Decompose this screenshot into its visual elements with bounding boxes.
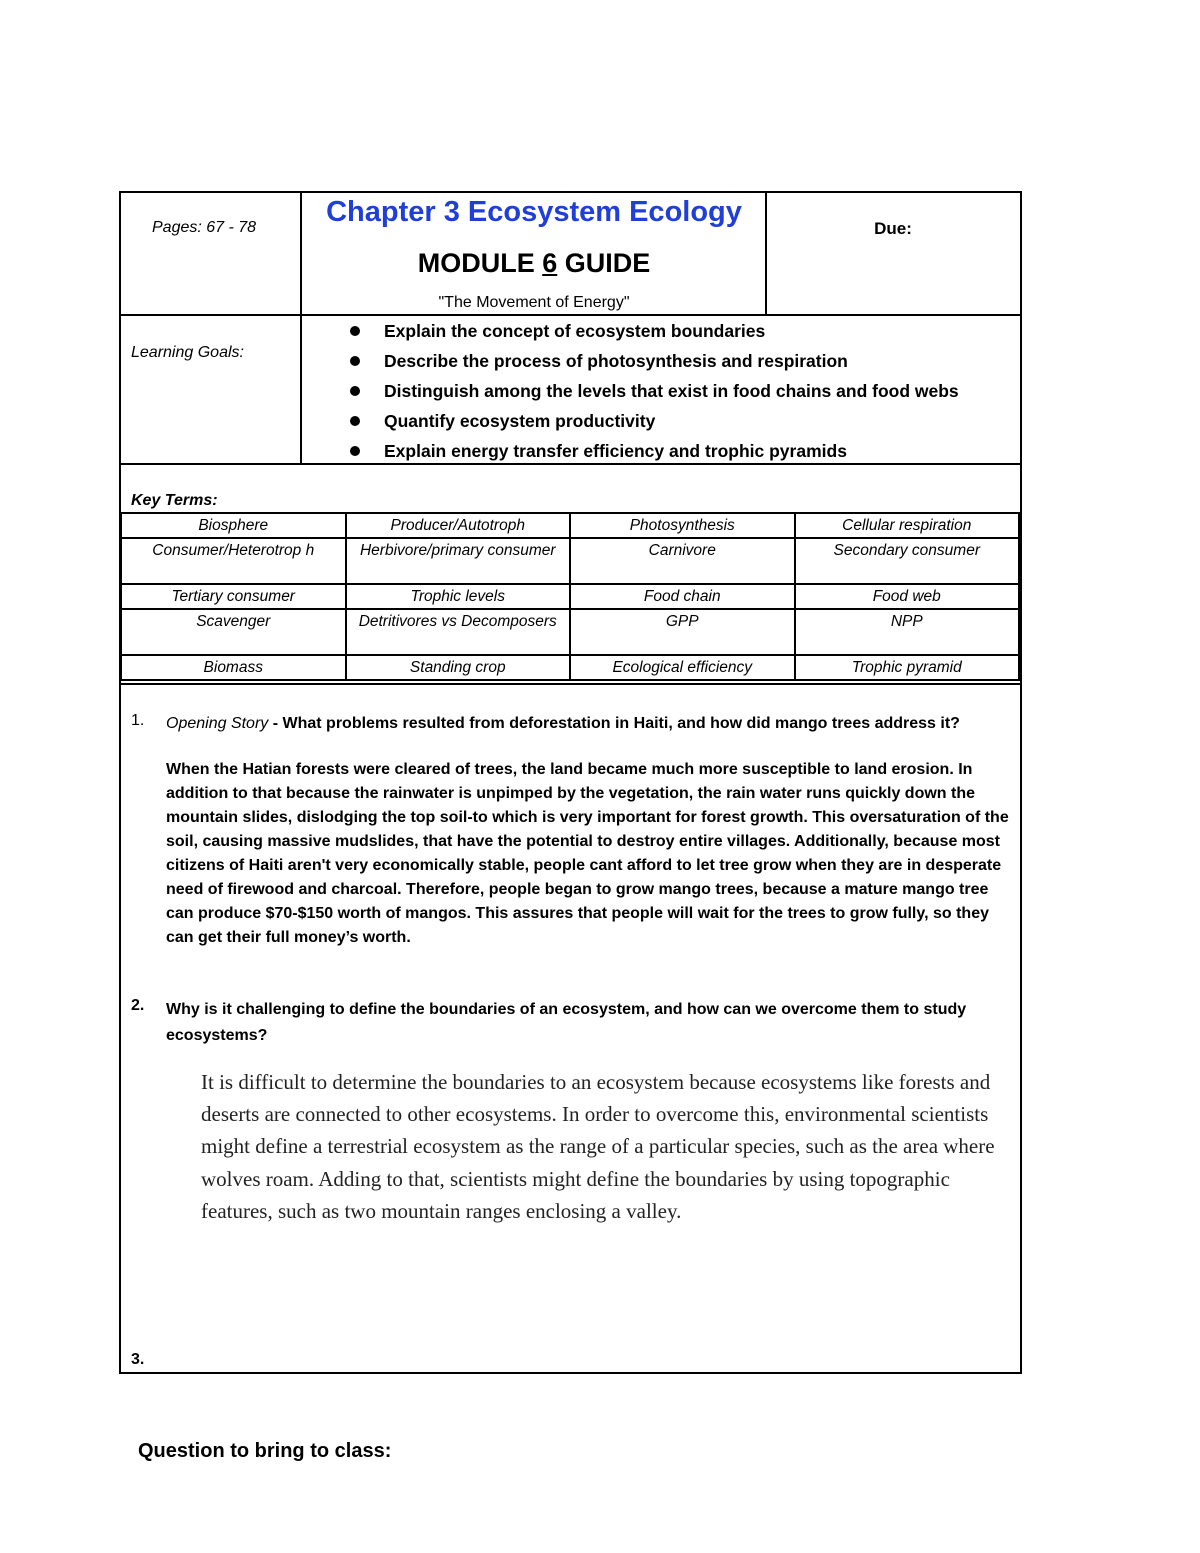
table-row: [121, 584, 1019, 609]
learning-goal-text: Explain energy transfer efficiency and trophic pyramids: [384, 441, 847, 461]
learning-goal-text: Explain the concept of ecosystem boundaries: [384, 321, 766, 341]
question-1-number: 1.: [131, 712, 145, 729]
key-terms-table: [120, 512, 1020, 681]
pages-range: Pages: 67 - 78: [152, 219, 257, 236]
term-cell: Standing crop: [346, 655, 571, 680]
terms-bottom-rule: [119, 683, 1020, 685]
header-bottom-rule: [119, 314, 1020, 316]
learning-goal-item: [340, 349, 959, 379]
question-1: [166, 712, 1016, 736]
module-number: 6: [542, 248, 558, 278]
answer-1: When the Hatian forests were cleared of trees, the land became much more susceptible to land erosion. In addition to that because the rainwater is unpimped by the vegetation, the rain water runs quickly down the mountain slides, dislodging the top soil-to which is very important for forest growth. This oversaturation of the soil, causing massive mudslides, that have the potential to destroy entire villages. Additionally, because most citizens of Haiti aren't very economically stable, people cant afford to let tree grow when they are in desperate need of firewood and charcoal. Therefore, people began to grow mango trees, because a mature mango tree can produce $70-$150 worth of mangos. This assures that people will wait for the trees to grow fully, so they can get their full money’s worth.: [166, 761, 1009, 946]
term-cell: Ecological efficiency: [570, 655, 795, 680]
module-title: [302, 248, 766, 279]
bullet-icon: [350, 416, 360, 426]
module-subtitle: "The Movement of Energy": [438, 294, 630, 311]
term-cell: Cellular respiration: [795, 513, 1020, 538]
term-cell: Consumer/Heterotrop h: [121, 538, 346, 584]
question-2-number: 2.: [131, 997, 145, 1014]
term-cell: Food web: [795, 584, 1020, 609]
term-cell: Food chain: [570, 584, 795, 609]
bullet-icon: [350, 356, 360, 366]
term-cell: Carnivore: [570, 538, 795, 584]
term-cell: Scavenger: [121, 609, 346, 655]
table-row: [121, 513, 1019, 538]
learning-goal-text: Describe the process of photosynthesis and respiration: [384, 351, 848, 371]
learning-goal-item: [340, 439, 959, 469]
term-cell: Detritivores vs Decomposers: [346, 609, 571, 655]
question-2: Why is it challenging to define the boundaries of an ecosystem, and how can we overcome them to study ecosystems?: [166, 1001, 967, 1044]
term-cell: Trophic levels: [346, 584, 571, 609]
term-cell: Tertiary consumer: [121, 584, 346, 609]
learning-goal-item: [340, 379, 959, 409]
term-cell: GPP: [570, 609, 795, 655]
table-row: [121, 538, 1019, 584]
table-row: [121, 655, 1019, 680]
term-cell: Photosynthesis: [570, 513, 795, 538]
term-cell: Biosphere: [121, 513, 346, 538]
question-1-text: - What problems resulted from deforestation in Haiti, and how did mango trees address it?: [268, 715, 960, 732]
bring-to-class-heading: Question to bring to class:: [138, 1440, 392, 1462]
bullet-icon: [350, 326, 360, 336]
term-cell: Herbivore/primary consumer: [346, 538, 571, 584]
module-suffix: GUIDE: [557, 248, 651, 278]
term-cell: NPP: [795, 609, 1020, 655]
bullet-icon: [350, 386, 360, 396]
term-cell: Trophic pyramid: [795, 655, 1020, 680]
table-row: [121, 609, 1019, 655]
learning-goals-label: Learning Goals:: [131, 344, 244, 361]
learning-goal-item: [340, 409, 959, 439]
term-cell: Biomass: [121, 655, 346, 680]
term-cell: Secondary consumer: [795, 538, 1020, 584]
key-terms-label: Key Terms:: [131, 492, 218, 509]
module-prefix: MODULE: [417, 248, 543, 278]
learning-goals-list: [340, 319, 959, 469]
learning-goal-text: Distinguish among the levels that exist in food chains and food webs: [384, 381, 959, 401]
learning-goal-text: Quantify ecosystem productivity: [384, 411, 656, 431]
bullet-icon: [350, 446, 360, 456]
question-1-heading: Opening Story: [166, 715, 269, 732]
due-date-label: Due:: [874, 219, 912, 238]
chapter-title: Chapter 3 Ecosystem Ecology: [326, 196, 742, 228]
term-cell: Producer/Autotroph: [346, 513, 571, 538]
header-divider-left: [300, 191, 302, 464]
question-3-number: 3.: [131, 1351, 145, 1368]
learning-goal-item: [340, 319, 959, 349]
answer-2: It is difficult to determine the boundaries to an ecosystem because ecosystems like forests and deserts are connected to other ecosystems. In order to overcome this, environmental scientists might define a terrestrial ecosystem as the range of a particular species, such as the area where wolves roam. Adding to that, scientists might define the boundaries by using topographic features, such as two mountain ranges enclosing a valley.: [201, 1070, 995, 1223]
